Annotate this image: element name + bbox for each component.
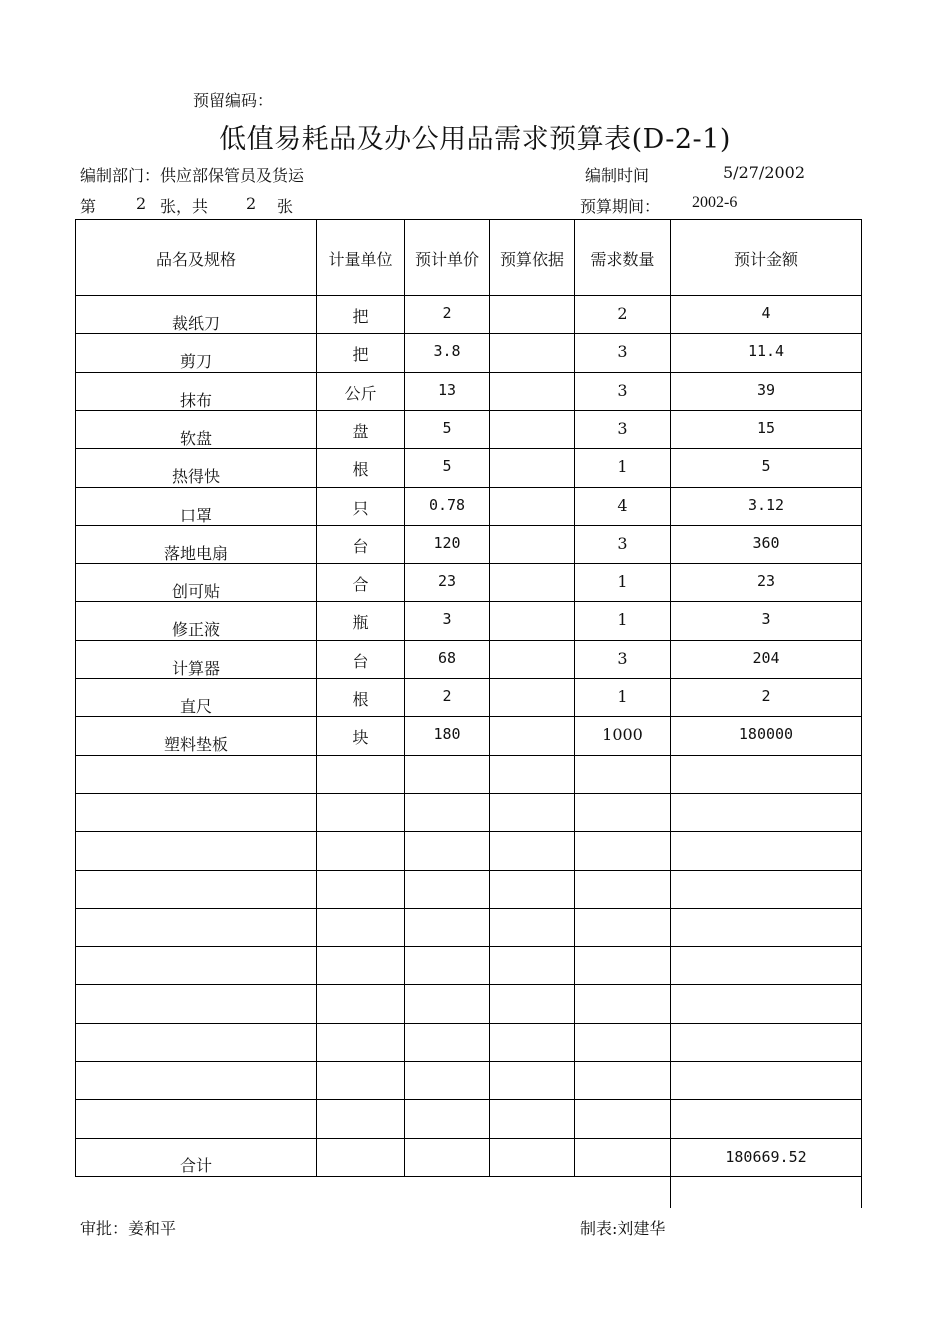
table-row-divider: [75, 908, 862, 909]
table-cell-amount: 3: [761, 610, 771, 628]
table-cell-price: 13: [437, 381, 457, 399]
table-row-divider: [75, 1099, 862, 1100]
table-trailing-line: [670, 1176, 671, 1208]
table-cell-amount: 204: [752, 649, 780, 667]
table-row-divider: [75, 372, 862, 373]
table-cell-qty: 3: [617, 342, 628, 361]
table-cell-unit: 瓶: [352, 613, 369, 632]
table-cell-amount: 23: [756, 572, 776, 590]
column-header-0: 品名及规格: [155, 250, 236, 269]
column-header-5: 预计金额: [733, 250, 798, 269]
table-cell-amount: 2: [761, 687, 771, 705]
table-cell-qty: 3: [617, 649, 628, 668]
table-row-divider: [75, 831, 862, 832]
column-header-3: 预算依据: [499, 250, 564, 269]
table-cell-unit: 只: [352, 499, 369, 518]
table-cell-price: 68: [437, 649, 457, 667]
table-column-divider: [489, 219, 490, 1176]
compile-time-value: 5/27/2002: [723, 163, 806, 182]
table-cell-qty: 1: [617, 610, 628, 629]
table-row-divider: [75, 640, 862, 641]
table-cell-name: 直尺: [179, 697, 212, 716]
table-cell-price: 180: [433, 725, 461, 743]
total-amount: 180669.52: [725, 1148, 807, 1166]
table-row-divider: [75, 295, 862, 296]
table-row-divider: [75, 1023, 862, 1024]
table-row-divider: [75, 487, 862, 488]
sheet-prefix: 第: [80, 197, 97, 216]
table-cell-qty: 4: [617, 496, 628, 515]
compile-time-label: 编制时间: [585, 166, 650, 185]
table-cell-qty: 1: [617, 687, 628, 706]
table-trailing-line: [861, 1176, 862, 1208]
table-cell-qty: 3: [617, 534, 628, 553]
table-row-divider: [75, 1176, 862, 1177]
table-row-divider: [75, 870, 862, 871]
table-row-divider: [75, 1061, 862, 1062]
table-cell-unit: 根: [352, 690, 369, 709]
table-row-divider: [75, 984, 862, 985]
table-cell-unit: 盘: [352, 422, 369, 441]
table-cell-amount: 15: [756, 419, 776, 437]
sheet-mid: 张，共: [160, 197, 209, 216]
table-cell-price: 0.78: [428, 496, 466, 514]
sheet-number: 2: [136, 194, 147, 213]
table-cell-unit: 把: [352, 345, 369, 364]
table-cell-name: 热得快: [171, 467, 220, 486]
table-cell-qty: 3: [617, 381, 628, 400]
table-cell-amount: 39: [756, 381, 776, 399]
table-cell-amount: 3.12: [747, 496, 785, 514]
period-value: 2002-6: [692, 194, 738, 211]
total-label: 合计: [179, 1156, 212, 1175]
table-cell-unit: 块: [352, 728, 369, 747]
table-cell-name: 计算器: [171, 659, 220, 678]
sheet-total: 2: [246, 194, 257, 213]
table-cell-name: 裁纸刀: [171, 314, 220, 333]
column-header-1: 计量单位: [328, 250, 393, 269]
table-cell-name: 抹布: [179, 391, 212, 410]
table-cell-name: 软盘: [179, 429, 212, 448]
period-label: 预算期间：: [580, 197, 661, 216]
table-cell-price: 23: [437, 572, 457, 590]
table-cell-qty: 1: [617, 572, 628, 591]
table-cell-unit: 公斤: [344, 384, 377, 403]
table-column-divider: [861, 219, 862, 1176]
table-cell-unit: 台: [352, 652, 369, 671]
table-cell-price: 3.8: [433, 342, 461, 360]
table-cell-qty: 3: [617, 419, 628, 438]
table-row-divider: [75, 946, 862, 947]
reserve-code-label: 预留编码：: [193, 91, 274, 110]
table-cell-amount: 360: [752, 534, 780, 552]
table-cell-price: 3: [442, 610, 452, 628]
table-cell-amount: 4: [761, 304, 771, 322]
table-cell-unit: 根: [352, 460, 369, 479]
table-cell-qty: 1: [617, 457, 628, 476]
table-cell-name: 落地电扇: [163, 544, 228, 563]
table-cell-amount: 11.4: [747, 342, 785, 360]
approver-label: 审批：姜和平: [80, 1219, 177, 1238]
table-cell-price: 2: [442, 687, 452, 705]
sheet-suffix: 张: [277, 197, 294, 216]
table-cell-name: 口罩: [179, 506, 212, 525]
document-title: 低值易耗品及办公用品需求预算表(D-2-1): [219, 124, 731, 155]
table-cell-price: 2: [442, 304, 452, 322]
table-row-divider: [75, 755, 862, 756]
table-cell-name: 创可贴: [171, 582, 220, 601]
column-header-4: 需求数量: [590, 250, 655, 269]
table-cell-price: 5: [442, 457, 452, 475]
table-row-divider: [75, 793, 862, 794]
table-cell-price: 5: [442, 419, 452, 437]
table-cell-qty: 2: [617, 304, 628, 323]
table-cell-name: 塑料垫板: [163, 735, 228, 754]
department-label: 编制部门：供应部保管员及货运: [80, 166, 305, 185]
table-cell-amount: 180000: [738, 725, 794, 743]
table-row-divider: [75, 1138, 862, 1139]
table-row-divider: [75, 219, 862, 220]
table-cell-name: 剪刀: [179, 352, 212, 371]
column-header-2: 预计单价: [414, 250, 479, 269]
table-cell-name: 修正液: [171, 620, 220, 639]
preparer-label: 制表:刘建华: [580, 1219, 666, 1238]
table-cell-unit: 台: [352, 537, 369, 556]
table-cell-amount: 5: [761, 457, 771, 475]
table-cell-price: 120: [433, 534, 461, 552]
table-cell-unit: 合: [352, 575, 369, 594]
table-cell-unit: 把: [352, 307, 369, 326]
table-cell-qty: 1000: [602, 725, 643, 744]
